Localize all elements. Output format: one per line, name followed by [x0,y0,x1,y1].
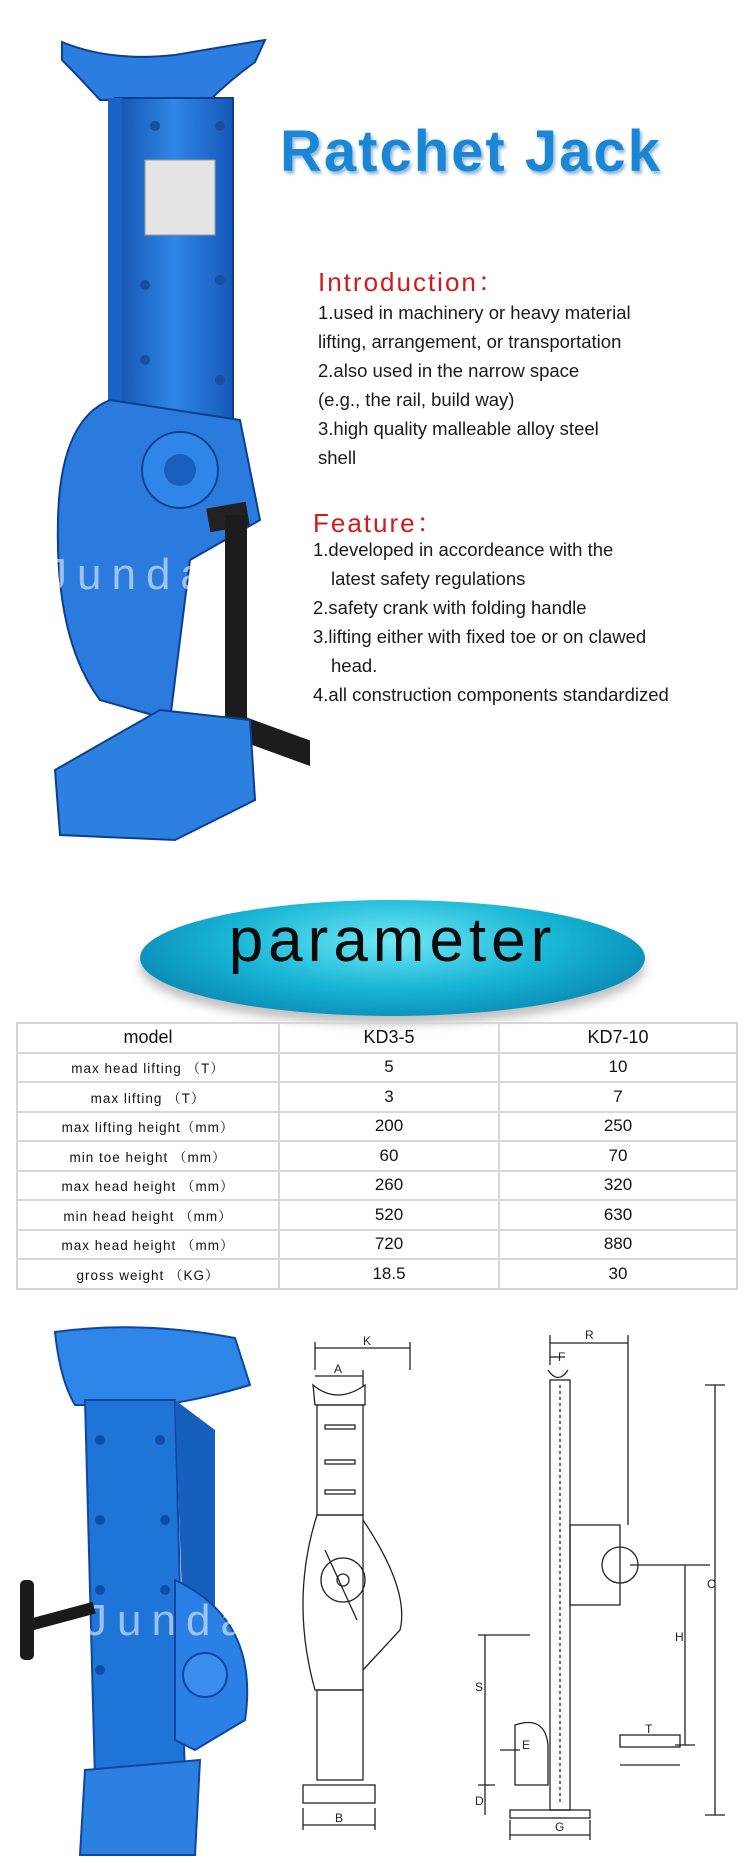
table-header-row [17,1023,737,1053]
dim-label-s: S [475,1680,484,1694]
table-row [17,1230,737,1260]
dim-label-d: D [475,1794,484,1808]
dim-label-r: R [585,1328,594,1342]
dim-label-h: H [675,1630,684,1644]
feature-line: head. [331,655,378,676]
bottom-jack-photo [0,1320,270,1859]
introduction-heading: Introduction： [318,267,506,297]
feature-line: 1.developed in accordeance with the [313,539,614,560]
row-label: max lifting height（mm） [17,1112,279,1142]
row-label: max lifting （T） [17,1082,279,1112]
intro-line: 1.used in machinery or heavy material [318,302,631,323]
cell-value: 250 [499,1112,737,1142]
dim-label-f: F [558,1350,566,1364]
cell-value: 70 [499,1141,737,1171]
header-kd7-10: KD7-10 [499,1023,737,1053]
intro-line: (e.g., the rail, build way) [318,389,515,410]
table-row [17,1112,737,1142]
watermark: Junda [45,550,215,599]
row-label: max head height （mm） [17,1171,279,1201]
cell-value: 3 [279,1082,499,1112]
table-row [17,1200,737,1230]
cell-value: 7 [499,1082,737,1112]
cell-value: 30 [499,1259,737,1289]
intro-line: 2.also used in the narrow space [318,360,580,381]
cell-value: 200 [279,1112,499,1142]
dim-label-e: E [522,1738,531,1752]
cell-value: 720 [279,1230,499,1260]
page-title: Ratchet Jack [280,119,662,184]
header-model: model [17,1023,279,1053]
parameter-table [16,1022,738,1290]
side-view-drawing [470,1325,740,1855]
feature-line: 3.lifting either with fixed toe or on clawed [313,626,647,647]
dim-label-b: B [335,1811,344,1825]
row-label: max head lifting （T） [17,1053,279,1083]
dim-label-t: T [645,1722,653,1736]
row-label: min toe height （mm） [17,1141,279,1171]
table-row [17,1082,737,1112]
dim-label-c: C [707,1577,716,1591]
feature-text [313,535,669,709]
cell-value: 5 [279,1053,499,1083]
cell-value: 880 [499,1230,737,1260]
introduction-text [318,298,631,472]
table-row [17,1141,737,1171]
hero-jack-photo [0,0,310,860]
cell-value: 630 [499,1200,737,1230]
table-row [17,1259,737,1289]
feature-line: 4.all construction components standardized [313,684,669,705]
feature-line: latest safety regulations [331,568,526,589]
feature-heading: Feature： [313,508,445,538]
dim-label-k: K [363,1334,372,1348]
feature-line: 2.safety crank with folding handle [313,597,587,618]
front-view-drawing [285,1330,450,1850]
row-label: min head height （mm） [17,1200,279,1230]
row-label: max head height （mm） [17,1230,279,1260]
row-label: gross weight （KG） [17,1259,279,1289]
parameter-banner-text: parameter [228,906,557,975]
cell-value: 260 [279,1171,499,1201]
cell-value: 18.5 [279,1259,499,1289]
dim-label-g: G [555,1820,565,1834]
intro-line: 3.high quality malleable alloy steel [318,418,599,439]
intro-line: lifting, arrangement, or transportation [318,331,622,352]
table-row [17,1053,737,1083]
intro-line: shell [318,447,357,468]
header-kd3-5: KD3-5 [279,1023,499,1053]
cell-value: 320 [499,1171,737,1201]
cell-value: 60 [279,1141,499,1171]
watermark: Junda [85,1596,255,1645]
cell-value: 10 [499,1053,737,1083]
dim-label-a: A [334,1362,343,1376]
cell-value: 520 [279,1200,499,1230]
table-row [17,1171,737,1201]
